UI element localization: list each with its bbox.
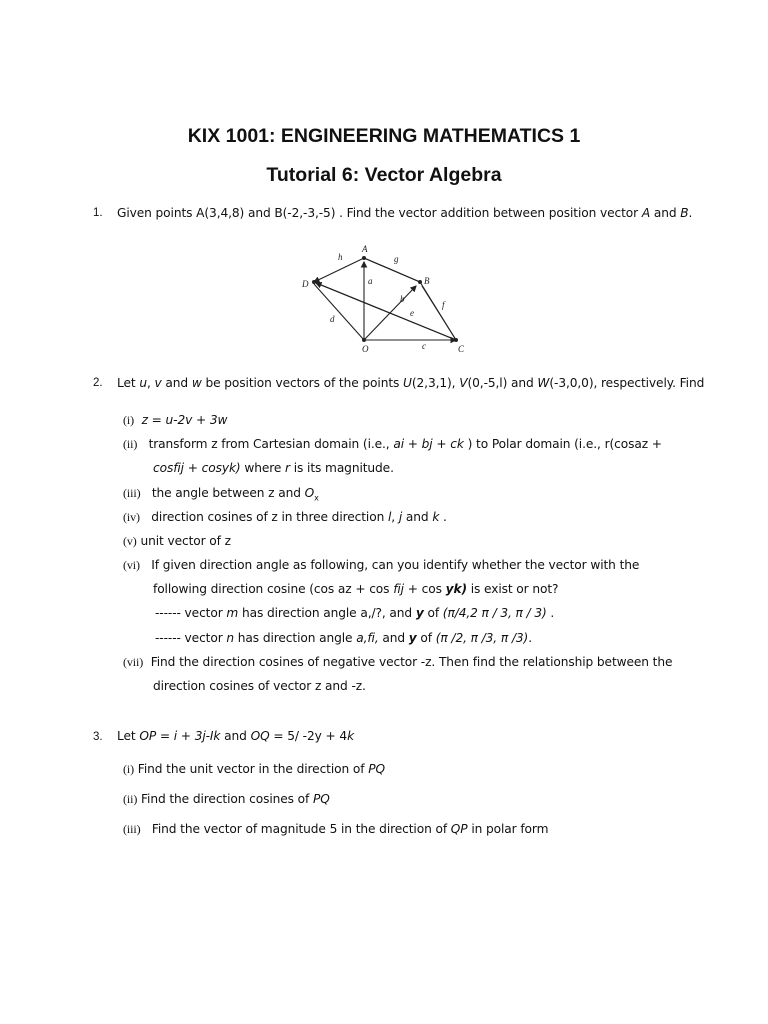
vector-label-d: d (330, 314, 335, 324)
point-label-c: C (458, 344, 465, 354)
vector-label-a: a (368, 276, 373, 286)
q2-part-vii-continued: direction cosines of vector z and -z. (153, 679, 366, 693)
question-2-number: 2. (93, 377, 103, 389)
q3-part-iii: (iii) Find the vector of magnitude 5 in the direction of QP in polar form (123, 822, 549, 836)
segment-bo (420, 282, 456, 340)
q2-part-vi-line2: following direction cosine (cos az + cos fij + cos yk) is exist or not? (153, 582, 559, 596)
q2-part-vi: (vi) If given direction angle as following, can you identify whether the vector with the (123, 558, 640, 572)
q2-part-iii: (iii) the angle between z and $O_x$ (123, 486, 319, 503)
q2-part-vi-line3: ------ vector m has direction angle a,/?, and y of (π/4,2 π / 3, π / 3) . (155, 606, 555, 620)
vector-label-f: f (442, 300, 445, 310)
question-3-intro: Let OP = i + 3j-Ik and OQ = 5/ -2y + 4k (117, 729, 355, 743)
q3-part-ii: (ii) Find the direction cosines of PQ (123, 792, 330, 806)
q2-part-v: (v) unit vector of z (123, 534, 231, 548)
point-label-d: D (302, 279, 309, 289)
vector-label-h: h (338, 252, 343, 262)
point-label-a: A (362, 244, 368, 254)
vector-label-e: e (410, 308, 414, 318)
q2-part-vii: (vii) Find the direction cosines of negative vector -z. Then find the relationship between the (123, 655, 673, 669)
vector-label-c: c (422, 341, 426, 351)
document-subtitle: Tutorial 6: Vector Algebra (266, 164, 502, 186)
question-1-number: 1. (93, 207, 103, 219)
q2-part-i: (i) z = u-2v + 3w (123, 413, 228, 427)
point-label-b: B (424, 276, 430, 286)
vector-label-g: g (394, 254, 399, 264)
question-3-number: 3. (93, 731, 103, 743)
q3-part-i: (i) Find the unit vector in the direction of PQ (123, 762, 385, 776)
q2-part-iv: (iv) direction cosines of z in three direction l, j and k . (123, 510, 447, 524)
question-2-intro: Let u, v and w be position vectors of the points U(2,3,1), V(0,-5,l) and W(-3,0,0), respectively. Find (117, 376, 705, 390)
vector-diagram (290, 240, 480, 360)
vector-label-b: b (400, 294, 405, 304)
q2-part-ii: (ii) transform z from Cartesian domain (i.e., ai + bj + ck ) to Polar domain (i.e., r(cosaz + (123, 437, 662, 451)
point-label-o: O (362, 344, 369, 354)
document-title: KIX 1001: ENGINEERING MATHEMATICS 1 (187, 125, 581, 147)
q2-part-ii-continued: cosfij + cosyk) where r is its magnitude. (153, 461, 394, 475)
question-1-text: Given points A(3,4,8) and B(-2,-3,-5) . Find the vector addition between position vector A and B. (117, 206, 693, 220)
segment-dc (314, 282, 456, 340)
q2-part-vi-line4: ------ vector n has direction angle a,fi, and y of (π /2, π /3, π /3). (155, 631, 532, 645)
